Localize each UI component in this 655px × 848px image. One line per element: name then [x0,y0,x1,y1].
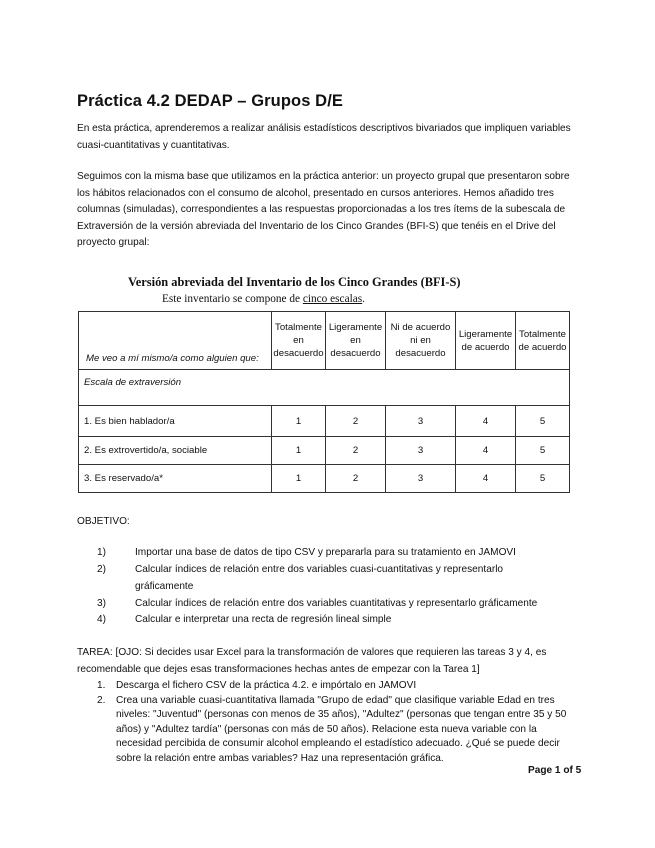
intro-paragraph: En esta práctica, aprenderemos a realizar análisis estadísticos descriptivos bivariados que impliquen variables cuasi-cuantitativas y cuantitativas. [77,123,571,151]
task-text: Crea una variable cuasi-cuantitativa llamada "Grupo de edad" que clasifique variable Edad en tres niveles: "Juventud" (personas con menos de 35 años), "Adultez" (personas que tengan entre 35 y 50 años) y "Adultez tardía" (personas con más de 50 años). Relacione esta nueva variable con la necesidad percibida de consumir alcohol empleando el estadístico adecuado. ¿Qué se puede decir sobre la relación entre ambas variables? Haz una representación gráfica. [116,695,567,764]
header-ligeramente-acuerdo: Ligeramente de acuerdo [456,312,516,370]
table-cell: 1 [272,406,326,437]
scale-row [79,370,570,406]
bfi-table [78,311,570,493]
tarea-paragraph: TAREA: [OJO: Si decides usar Excel para la transformación de valores que requieren las tareas 3 y 4, es recomendable que dejes esas transformaciones hechas antes de empezar con la Tarea 1] [77,647,547,675]
table-cell: 4 [456,465,516,493]
table-header-row [79,312,570,370]
table-row [79,406,570,437]
objetivo-heading: OBJETIVO: [77,516,130,527]
document-title: Práctica 4.2 DEDAP – Grupos D/E [77,92,343,110]
inventory-subtitle-prefix: Este inventario se compone de [162,293,303,305]
objective-text: Importar una base de datos de tipo CSV y prepararla para su tratamiento en JAMOVI [135,547,516,558]
table-cell: 3 [386,406,456,437]
objective-number: 1) [97,547,106,558]
table-cell: 2 [326,437,386,465]
table-cell: 1 [272,465,326,493]
table-cell: 2 [326,406,386,437]
table-cell: 1 [272,437,326,465]
table-row [79,437,570,465]
header-totalmente-desacuerdo: Totalmente en desacuerdo [272,312,326,370]
objective-text: Calcular índices de relación entre dos variables cuasi-cuantitativas y representarlo gráficamente [135,564,504,592]
table-cell: 4 [456,437,516,465]
table-cell: 3 [386,437,456,465]
item-label: 1. Es bien hablador/a [79,406,272,437]
inventory-subtitle [162,293,365,305]
table-prompt: Me veo a mí mismo/a como alguien que: [79,312,272,370]
item-label: 2. Es extrovertido/a, sociable [79,437,272,465]
context-paragraph: Seguimos con la misma base que utilizamos en la práctica anterior: un proyecto grupal que presentaron sobre los hábitos relacionados con el consumo de alcohol, presentado en cursos anteriores. Hemos añadido tres columnas (simuladas), correspondientes a las respuestas proporcionadas a los tres ítems de la subescala de Extraversión de la versión abreviada del Inventario de los Cinco Grandes (BFI-S) que tenéis en el Drive del proyecto grupal: [77,171,570,249]
header-ni-acuerdo: Ni de acuerdo ni en desacuerdo [386,312,456,370]
objective-number: 2) [97,564,106,575]
table-cell: 2 [326,465,386,493]
page-number: Page 1 of 5 [528,765,582,776]
objective-number: 4) [97,614,106,625]
objective-text: Calcular índices de relación entre dos variables cuantitativas y representarlo gráficamente [135,598,538,609]
header-totalmente-acuerdo: Totalmente de acuerdo [516,312,570,370]
inventory-subtitle-link: cinco escalas [302,293,363,305]
table-cell: 3 [386,465,456,493]
header-ligeramente-desacuerdo: Ligeramente en desacuerdo [326,312,386,370]
table-cell: 5 [516,437,570,465]
objective-number: 3) [97,598,106,609]
inventory-subtitle-suffix: . [362,293,365,305]
table-cell: 4 [456,406,516,437]
table-row [79,465,570,493]
task-text: Descarga el fichero CSV de la práctica 4.2. e impórtalo en JAMOVI [116,680,417,691]
table-cell: 5 [516,406,570,437]
task-number: 2. [97,695,106,706]
task-number: 1. [97,680,106,691]
inventory-title: Versión abreviada del Inventario de los Cinco Grandes (BFI-S) [128,275,461,289]
table-cell: 5 [516,465,570,493]
objective-text: Calcular e interpretar una recta de regresión lineal simple [135,614,392,625]
scale-label: Escala de extraversión [79,370,570,406]
item-label: 3. Es reservado/a* [79,465,272,493]
